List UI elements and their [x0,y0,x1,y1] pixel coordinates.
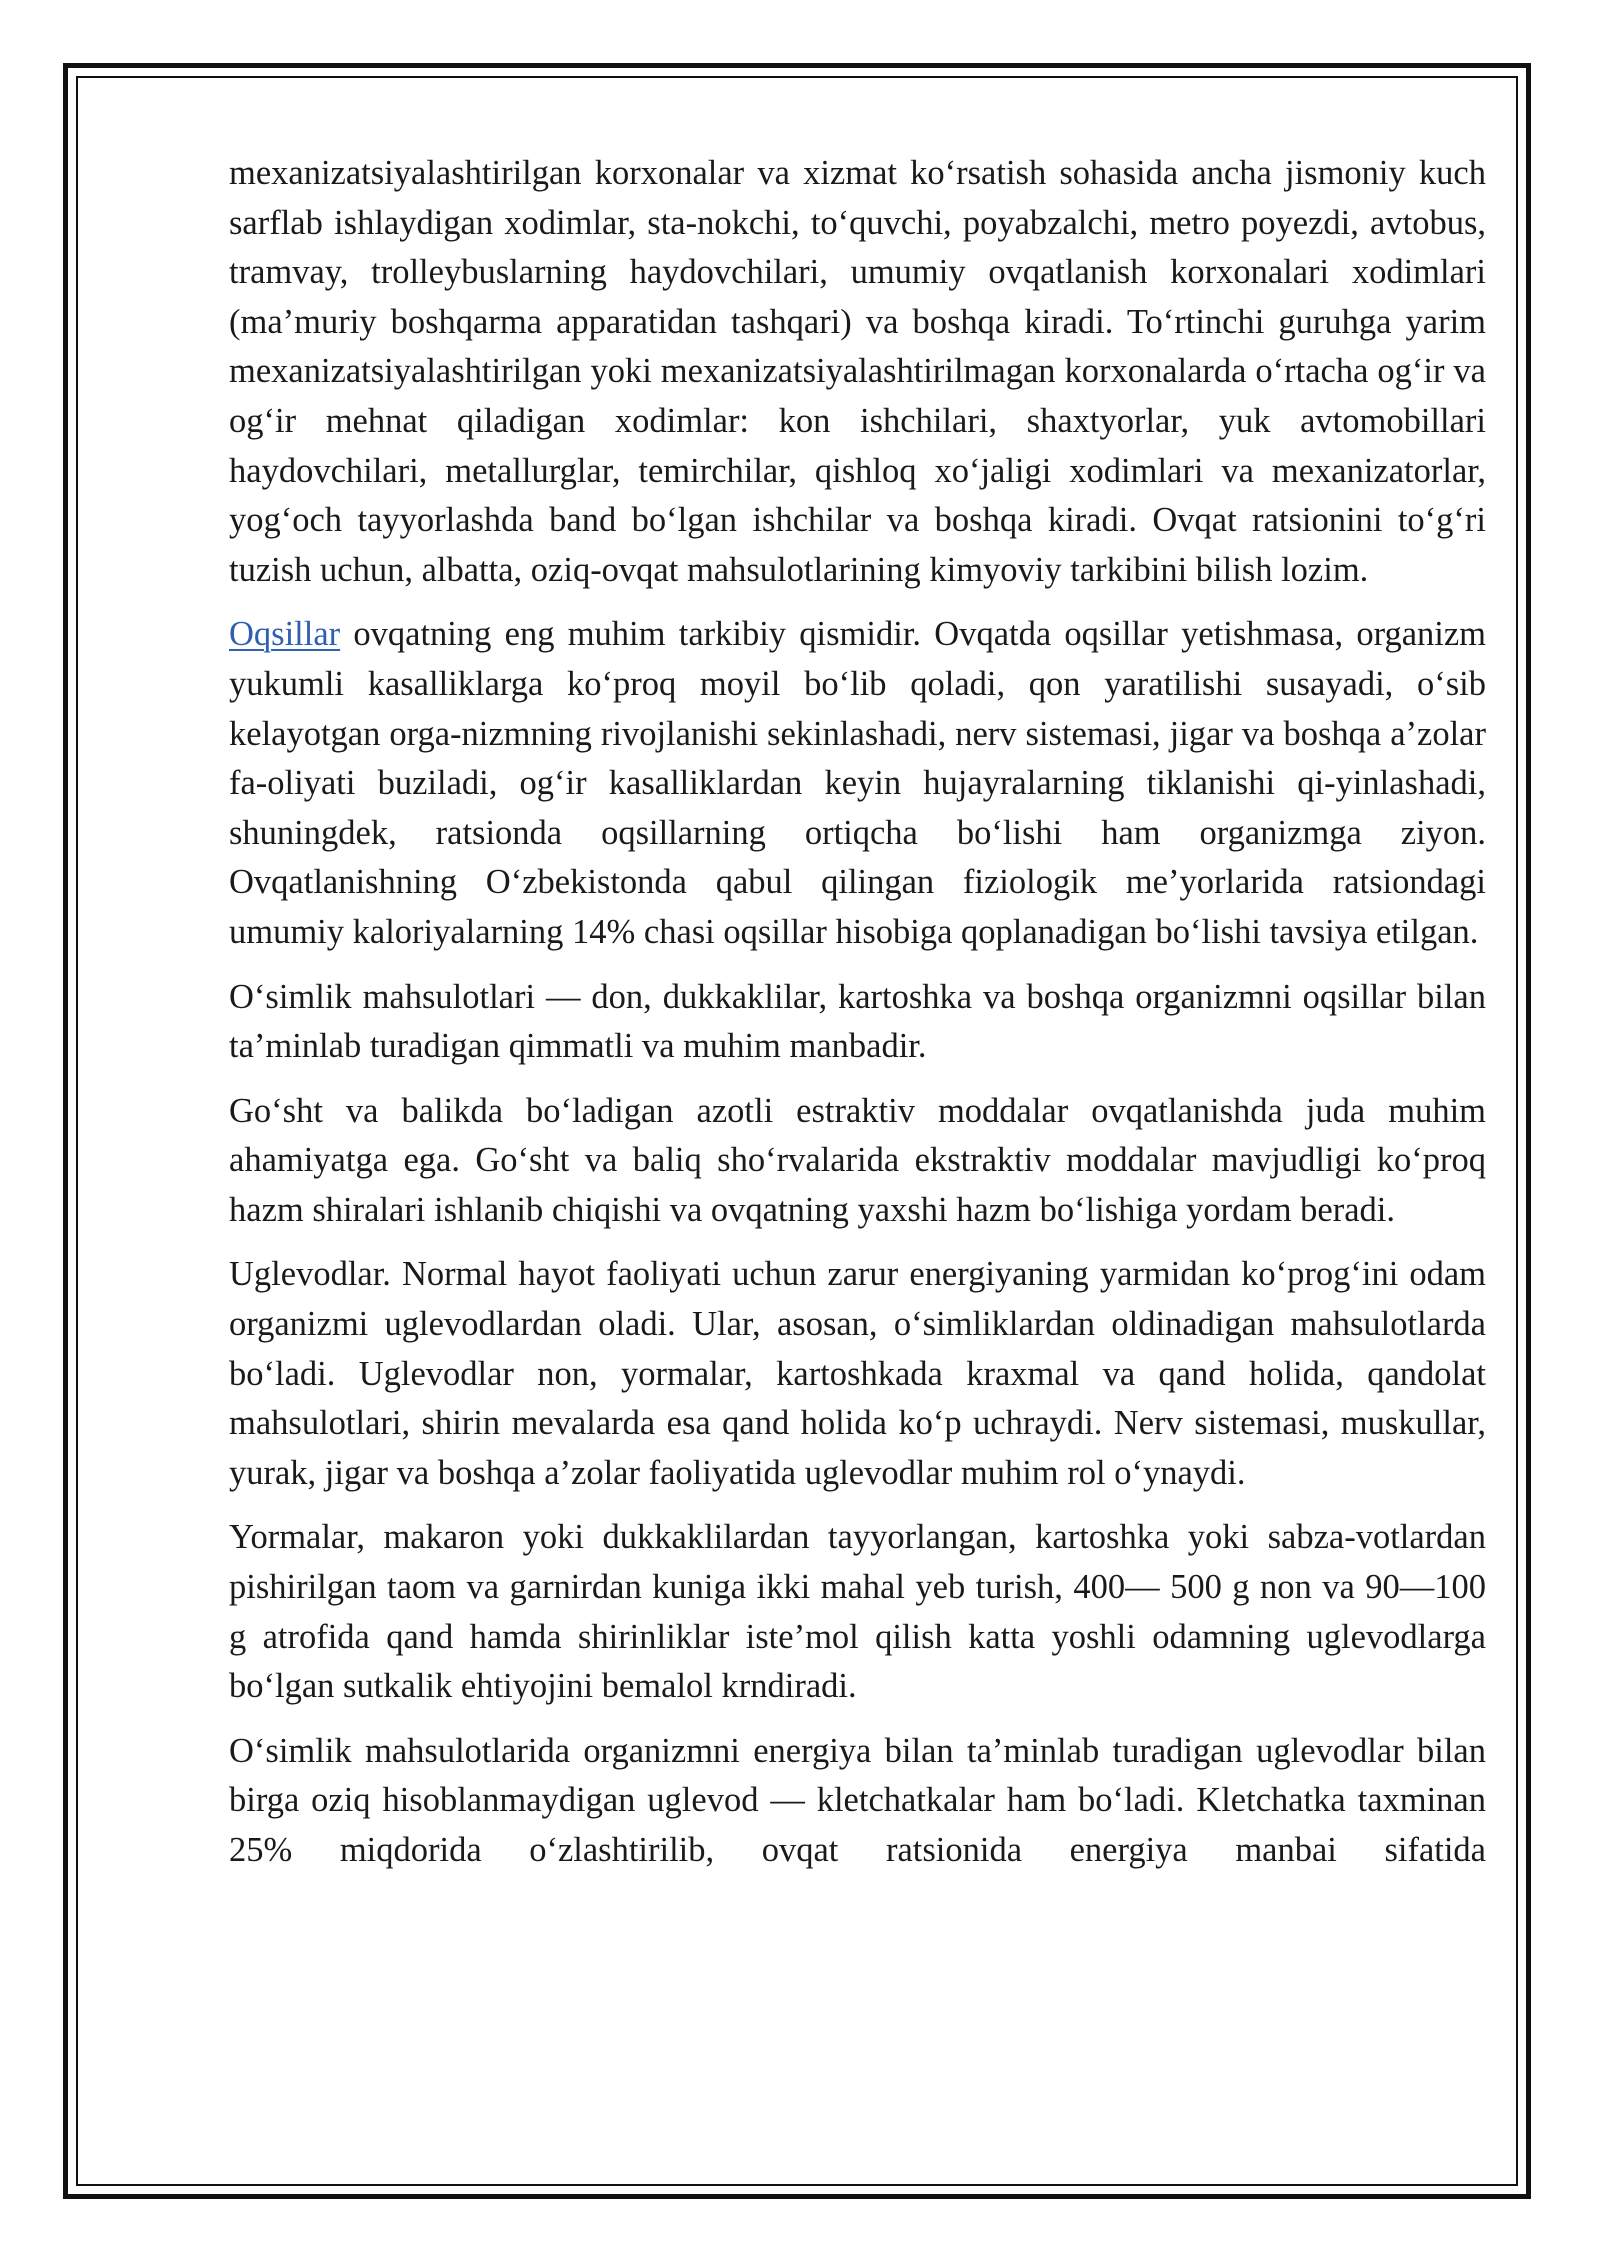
paragraph-proteins [229,610,1486,957]
oqsillar-link[interactable]: Oqsillar [229,615,341,654]
paragraph-plant-products: O‘simlik mahsulotlari — don, dukkaklilar, kartoshka va boshqa organizmni oqsillar bilan ta’minlab turadigan qimmatli va muhim manbadir. [229,977,1486,1066]
paragraph-worker-groups: mexanizatsiyalashtirilgan korxonalar va xizmat ko‘rsatish sohasida ancha jismoniy kuch sarflab ishlaydigan xodimlar, sta-nokchi, to‘quvchi, poyabzalchi, metro poyezdi, avtobus, tramvay, trolleybuslarning haydovchilari, umumiy ovqatlanish korxonalari xodimlari (ma’muriy boshqarma apparatidan tashqari) va boshqa kiradi. To‘rtinchi guruhga yarim mexanizatsiyalashtirilgan yoki mexanizatsiyalashtirilmagan korxonalarda o‘rtacha og‘ir va og‘ir mehnat qiladigan xodimlar: kon ishchilari, shaxtyorlar, yuk avtomobillari haydovchilari, metallurglar, temirchilar, qishloq xo‘jaligi xodimlari va mexanizatorlar, yog‘och tayyorlashda band bo‘lgan ishchilar va boshqa kiradi. Ovqat ratsionini to‘g‘ri tuzish uchun, albatta, oziq-ovqat mahsulotlarining kimyoviy tarkibini bilish lozim. [229,154,1486,589]
paragraph-grains: Yormalar, makaron yoki dukkaklilardan tayyorlangan, kartoshka yoki sabza-votlardan pishirilgan taom va garnirdan kuniga ikki mahal yeb turish, 400— 500 g non va 90—100 g atrofida qand hamda shirinliklar iste’mol qilish katta yoshli odamning uglevodlarga bo‘lgan sutkalik ehtiyojini bemalol krndiradi. [229,1518,1486,1706]
paragraph-fiber: O‘simlik mahsulotlarida organizmni energiya bilan ta’minlab turadigan uglevodlar bilan birga oziq hisoblanmaydigan uglevod — kletchatkalar ham bo‘ladi. Kletchatka taxminan 25% miqdorida o‘zlashtirilib, ovqat ratsionida energiya manbai sifatida [229,1731,1486,1869]
paragraph-carbohydrates: Uglevodlar. Normal hayot faoliyati uchun zarur energiyaning yarmidan ko‘prog‘ini odam organizmi uglevodlardan oladi. Ular, asosan, o‘simliklardan oldinadigan mahsulotlarda bo‘ladi. Uglevodlar non, yormalar, kartoshkada kraxmal va qand holida, qandolat mahsulotlari, shirin mevalarda esa qand holida ko‘p uchraydi. Nerv sistemasi, muskullar, yurak, jigar va boshqa a’zolar faoliyatida uglevodlar muhim rol o‘ynaydi. [229,1255,1486,1492]
paragraph-proteins-text: ovqatning eng muhim tarkibiy qismidir. Ovqatda oqsillar yetishmasa, organizm yukumli kasalliklarga ko‘proq moyil bo‘lib qoladi, qon yaratilishi susayadi, o‘sib kelayotgan orga-nizmning rivojlanishi sekinlashadi, nerv sistemasi, jigar va boshqa a’zolar fa-oliyati buziladi, og‘ir kasalliklardan keyin hujayralarning tiklanishi qi-yinlashadi, shuningdek, ratsionda oqsillarning ortiqcha bo‘lishi ham organizmga ziyon. Ovqatlanishning O‘zbekistonda qabul qilingan fiziologik me’yorlarida ratsiondagi umumiy kaloriyalarning 14% chasi oqsillar hisobiga qoplanadigan bo‘lishi tavsiya etilgan. [229,615,1486,951]
document-body [229,149,1486,1891]
paragraph-meat-fish: Go‘sht va balikda bo‘ladigan azotli estraktiv moddalar ovqatlanishda juda muhim ahamiyatga ega. Go‘sht va baliq sho‘rvalarida ekstraktiv moddalar mavjudligi ko‘proq hazm shiralari ishlanib chiqishi va ovqatning yaxshi hazm bo‘lishiga yordam beradi. [229,1091,1486,1229]
